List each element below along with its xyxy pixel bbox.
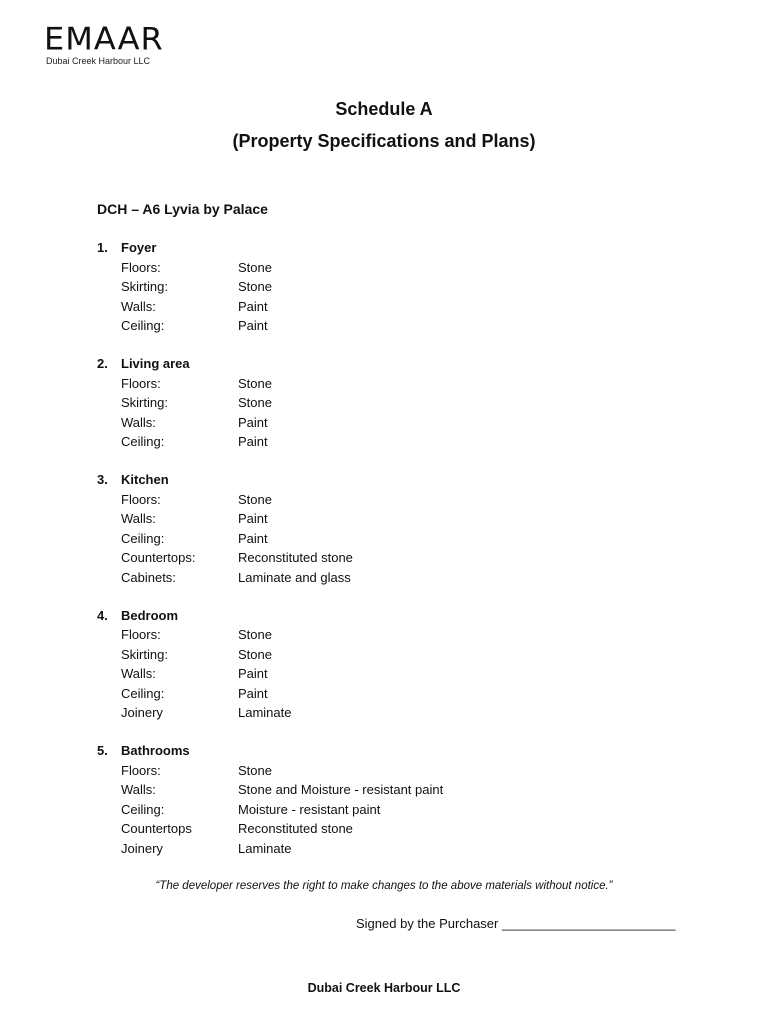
spec-value: Laminate	[238, 840, 292, 856]
spec-label: Walls:	[121, 782, 156, 798]
spec-section	[97, 354, 657, 452]
spec-value: Paint	[238, 318, 268, 334]
spec-value: Moisture - resistant paint	[238, 801, 381, 817]
section-name: Living area	[121, 356, 190, 372]
spec-row	[97, 684, 657, 704]
section-heading	[97, 238, 657, 258]
spec-row	[97, 780, 657, 800]
spec-value: Stone	[238, 762, 272, 778]
spec-row	[97, 490, 657, 510]
spec-label: Walls:	[121, 414, 156, 430]
spec-row	[97, 393, 657, 413]
spec-value: Stone	[238, 259, 272, 275]
spec-label: Floors:	[121, 762, 161, 778]
spec-row	[97, 819, 657, 839]
spec-label: Skirting:	[121, 395, 168, 411]
section-heading	[97, 741, 657, 761]
purchaser-signature	[356, 915, 676, 933]
developer-notice: “The developer reserves the right to make changes to the above materials without notice.”	[155, 880, 613, 892]
section-heading	[97, 606, 657, 626]
spec-label: Joinery	[121, 705, 163, 721]
logo-subtitle: Dubai Creek Harbour LLC	[46, 56, 151, 66]
spec-value: Laminate and glass	[238, 569, 351, 585]
spec-label: Floors:	[121, 375, 161, 391]
spec-label: Walls:	[121, 666, 156, 682]
spec-value: Stone and Moisture - resistant paint	[238, 782, 444, 798]
spec-value: Stone	[238, 627, 272, 643]
document-title: Schedule A	[335, 99, 433, 119]
spec-row	[97, 509, 657, 529]
spec-value: Stone	[238, 375, 272, 391]
section-number: 4.	[97, 607, 108, 623]
spec-row	[97, 277, 657, 297]
spec-value: Paint	[238, 530, 268, 546]
spec-label: Ceiling:	[121, 318, 165, 334]
spec-value: Stone	[238, 646, 272, 662]
spec-row	[97, 413, 657, 433]
spec-label: Floors:	[121, 491, 161, 507]
spec-section	[97, 606, 657, 723]
spec-value: Reconstituted stone	[238, 550, 353, 566]
spec-row	[97, 297, 657, 317]
spec-row	[97, 529, 657, 549]
spec-row	[97, 374, 657, 394]
spec-label: Skirting:	[121, 646, 168, 662]
spec-value: Paint	[238, 434, 268, 450]
emaar-logo	[44, 22, 164, 66]
spec-value: Stone	[238, 491, 272, 507]
spec-section	[97, 238, 657, 336]
spec-label: Ceiling:	[121, 530, 165, 546]
spec-label: Floors:	[121, 627, 161, 643]
section-number: 3.	[97, 472, 108, 488]
spec-row	[97, 568, 657, 588]
spec-value: Paint	[238, 414, 268, 430]
spec-label: Floors:	[121, 259, 161, 275]
signature-label: Signed by the Purchaser	[356, 916, 499, 931]
section-number: 1.	[97, 240, 108, 256]
spec-row	[97, 645, 657, 665]
section-heading	[97, 470, 657, 490]
spec-label: Walls:	[121, 511, 156, 527]
spec-row	[97, 548, 657, 568]
spec-section	[97, 470, 657, 587]
spec-label: Ceiling:	[121, 685, 165, 701]
spec-value: Stone	[238, 395, 272, 411]
spec-value: Reconstituted stone	[238, 821, 353, 837]
spec-row	[97, 625, 657, 645]
signature-line: ________________________	[502, 916, 676, 931]
spec-value: Paint	[238, 511, 268, 527]
spec-row	[97, 432, 657, 452]
spec-value: Paint	[238, 298, 268, 314]
spec-row	[97, 703, 657, 723]
spec-label: Joinery	[121, 840, 163, 856]
spec-section	[97, 741, 657, 858]
spec-label: Ceiling:	[121, 801, 165, 817]
spec-label: Countertops:	[121, 550, 196, 566]
spec-label: Skirting:	[121, 279, 168, 295]
spec-row	[97, 761, 657, 781]
spec-row	[97, 800, 657, 820]
spec-row	[97, 664, 657, 684]
section-name: Foyer	[121, 240, 157, 256]
spec-label: Countertops	[121, 821, 192, 837]
section-number: 2.	[97, 356, 108, 372]
footer-company: Dubai Creek Harbour LLC	[307, 981, 461, 995]
spec-label: Cabinets:	[121, 569, 176, 585]
section-name: Bathrooms	[121, 743, 190, 759]
spec-row	[97, 839, 657, 859]
spec-row	[97, 316, 657, 336]
spec-label: Walls:	[121, 298, 156, 314]
spec-value: Stone	[238, 279, 272, 295]
section-name: Bedroom	[121, 607, 179, 623]
section-heading	[97, 354, 657, 374]
project-name: DCH – A6 Lyvia by Palace	[97, 201, 268, 217]
spec-row	[97, 258, 657, 278]
spec-label: Ceiling:	[121, 434, 165, 450]
spec-value: Paint	[238, 685, 268, 701]
spec-value: Laminate	[238, 705, 292, 721]
specification-list	[97, 238, 657, 877]
section-name: Kitchen	[121, 472, 169, 488]
spec-value: Paint	[238, 666, 268, 682]
logo-wordmark: EMAAR	[44, 20, 164, 58]
section-number: 5.	[97, 743, 108, 759]
document-subtitle: (Property Specifications and Plans)	[232, 131, 536, 151]
